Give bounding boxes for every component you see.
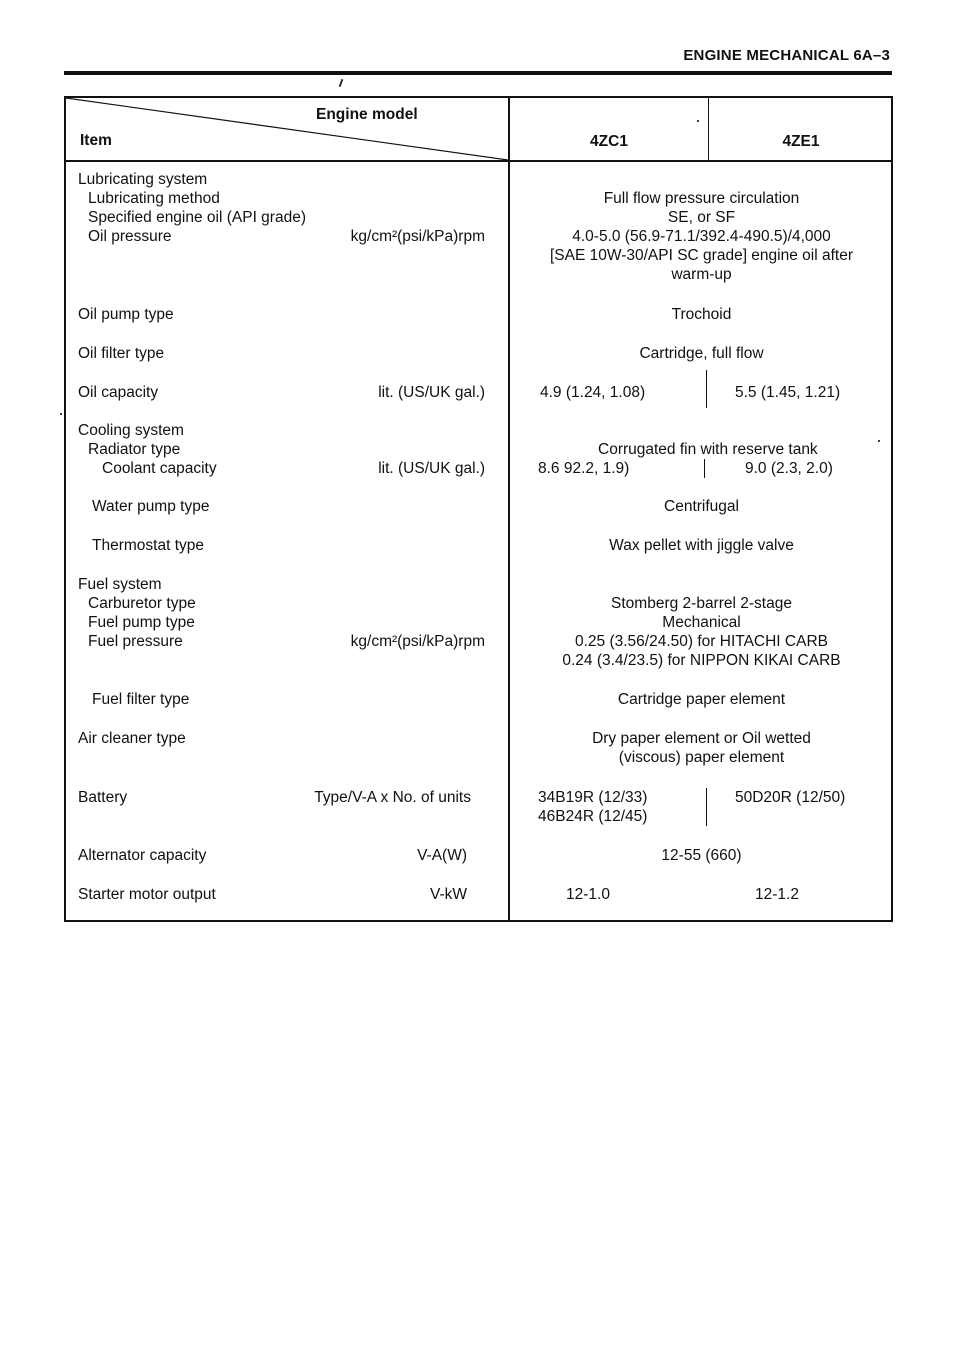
column-header-4ze1: 4ZE1 (782, 133, 820, 150)
row-oil-capacity: Oil capacity (78, 384, 159, 401)
value-oil-capacity-4zc1: 4.9 (1.24, 1.08) (540, 384, 646, 401)
row-water-pump: Water pump type (92, 498, 210, 515)
value-battery-4zc1-b: 46B24R (12/45) (538, 808, 648, 825)
value-engine-oil: SE, or SF (667, 209, 736, 226)
row-oil-pressure: Oil pressure (88, 228, 172, 245)
scan-speck (697, 120, 699, 122)
value-fuel-pressure-line1: 0.25 (3.56/24.50) for HITACHI CARB (575, 633, 828, 650)
value-fuel-pressure-line2: 0.24 (3.4/23.5) for NIPPON KIKAI CARB (562, 652, 841, 669)
value-water-pump: Centrifugal (664, 498, 739, 515)
row-starter: Starter motor output (78, 886, 216, 903)
value-battery-4ze1: 50D20R (12/50) (735, 789, 846, 806)
row-battery: Battery (78, 789, 128, 806)
section-lubricating-system: Lubricating system (78, 171, 208, 188)
row-oil-filter: Oil filter type (78, 345, 165, 362)
value-divider (706, 370, 707, 408)
section-cooling-system: Cooling system (78, 422, 184, 439)
row-air-cleaner: Air cleaner type (78, 730, 186, 747)
unit-oil-pressure: kg/cm²(psi/kPa)rpm (350, 228, 485, 245)
value-alternator: 12-55 (660) (661, 847, 742, 864)
engine-model-label: Engine model (316, 106, 418, 123)
value-oil-filter: Cartridge, full flow (639, 345, 764, 362)
scan-speck (878, 440, 880, 442)
value-air-cleaner-line2: (viscous) paper element (618, 749, 785, 766)
unit-battery: Type/V-A x No. of units (314, 789, 471, 806)
value-oil-pressure-line2: [SAE 10W-30/API SC grade] engine oil after (550, 247, 853, 264)
value-oil-pressure-line3: warm-up (671, 266, 732, 283)
row-fuel-filter: Fuel filter type (92, 691, 190, 708)
row-coolant-capacity: Coolant capacity (102, 460, 217, 477)
item-label: Item (80, 132, 112, 149)
value-fuel-pump: Mechanical (662, 614, 741, 631)
value-carburetor: Stomberg 2-barrel 2-stage (611, 595, 792, 612)
scan-mark (339, 79, 344, 87)
unit-alternator: V-A(W) (417, 847, 467, 864)
spec-table (64, 96, 893, 922)
row-carburetor: Carburetor type (88, 595, 196, 612)
value-coolant-4zc1: 8.6 92.2, 1.9) (538, 460, 630, 477)
page-header-title: ENGINE MECHANICAL 6A–3 (683, 47, 890, 64)
value-oil-pressure-line1: 4.0-5.0 (56.9-71.1/392.4-490.5)/4,000 (572, 228, 831, 245)
value-coolant-4ze1: 9.0 (2.3, 2.0) (745, 460, 833, 477)
value-divider (706, 788, 707, 826)
value-divider (704, 459, 705, 478)
header-rule (64, 71, 892, 75)
row-fuel-pressure: Fuel pressure (88, 633, 183, 650)
header-diagonal-divider (66, 98, 508, 160)
row-lubricating-method: Lubricating method (88, 190, 220, 207)
value-battery-4zc1-a: 34B19R (12/33) (538, 789, 648, 806)
unit-oil-capacity: lit. (US/UK gal.) (378, 384, 485, 401)
row-alternator: Alternator capacity (78, 847, 207, 864)
value-starter-4zc1: 12-1.0 (566, 886, 610, 903)
value-oil-pump: Trochoid (671, 306, 732, 323)
value-fuel-filter: Cartridge paper element (617, 691, 786, 708)
value-starter-4ze1: 12-1.2 (755, 886, 799, 903)
row-thermostat: Thermostat type (92, 537, 204, 554)
unit-fuel-pressure: kg/cm²(psi/kPa)rpm (350, 633, 485, 650)
row-fuel-pump: Fuel pump type (88, 614, 195, 631)
row-radiator: Radiator type (88, 441, 181, 458)
scan-speck (60, 413, 62, 415)
value-thermostat: Wax pellet with jiggle valve (609, 537, 794, 554)
row-engine-oil: Specified engine oil (API grade) (88, 209, 306, 226)
value-radiator: Corrugated fin with reserve tank (598, 441, 818, 458)
unit-starter: V-kW (429, 886, 467, 903)
value-oil-capacity-4ze1: 5.5 (1.45, 1.21) (735, 384, 841, 401)
column-header-4zc1: 4ZC1 (590, 133, 628, 150)
unit-coolant-capacity: lit. (US/UK gal.) (378, 460, 485, 477)
row-oil-pump: Oil pump type (78, 306, 174, 323)
value-lubricating-method: Full flow pressure circulation (603, 190, 800, 207)
section-fuel-system: Fuel system (78, 576, 162, 593)
value-air-cleaner-line1: Dry paper element or Oil wetted (592, 730, 811, 747)
header-underline (66, 160, 891, 162)
